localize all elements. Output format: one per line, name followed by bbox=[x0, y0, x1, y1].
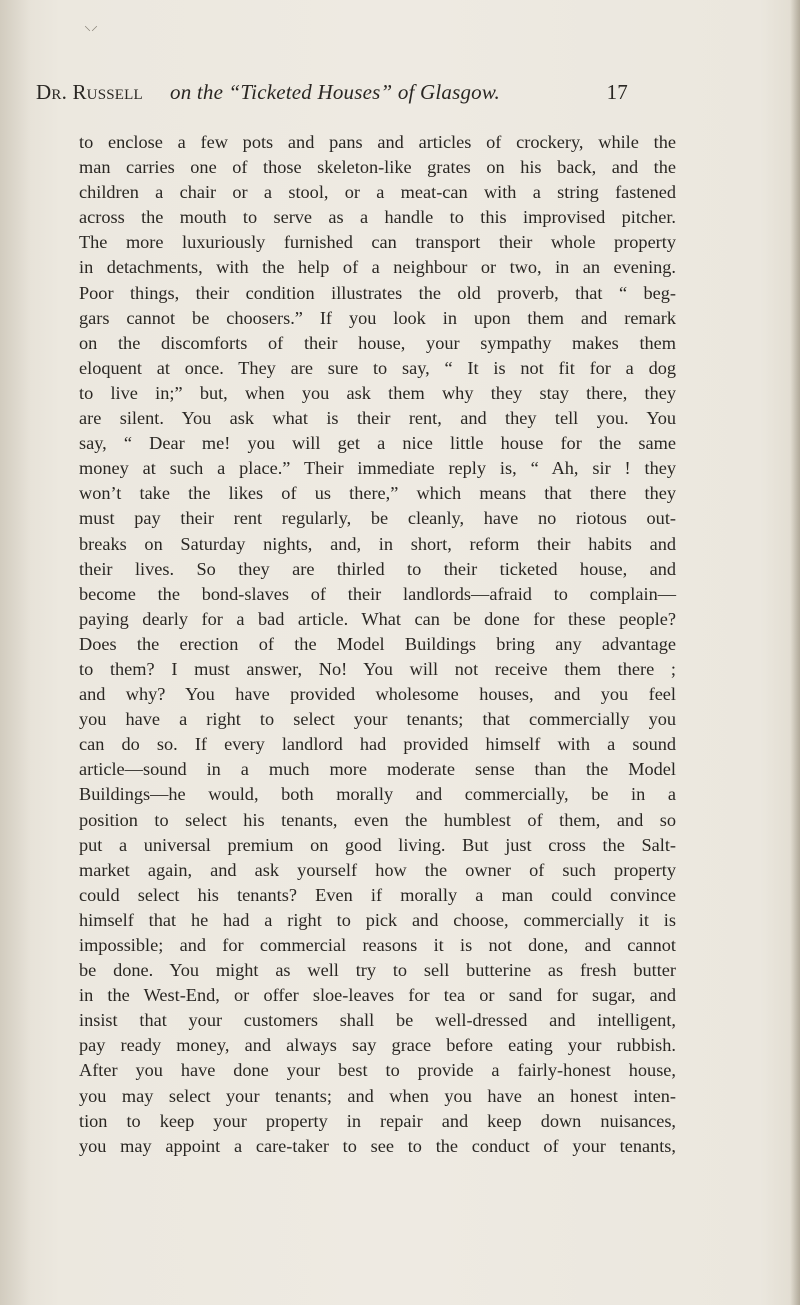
text-line: put a universal premium on good living. But just cross the Salt- bbox=[79, 834, 676, 855]
text-line: say, “ Dear me! you will get a nice little house for the same bbox=[79, 433, 676, 454]
text-line: in the West-End, or offer sloe-leaves for tea or sand for sugar, and bbox=[79, 985, 676, 1006]
text-line: breaks on Saturday nights, and, in short, reform their habits and bbox=[79, 533, 676, 554]
text-line: become the bond-slaves of their landlords—afraid to complain— bbox=[79, 583, 676, 604]
text-line: their lives. So they are thirled to their ticketed house, and bbox=[79, 558, 676, 579]
text-line: Poor things, their condition illustrates the old proverb, that “ beg- bbox=[79, 282, 676, 303]
text-line: must pay their rent regularly, be cleanly, have no riotous out- bbox=[79, 508, 676, 529]
text-line: to them? I must answer, No! You will not receive them there ; bbox=[79, 658, 676, 679]
text-line: to enclose a few pots and pans and articles of crockery, while the bbox=[79, 132, 676, 152]
text-line: article—sound in a much more moderate sense than the Model bbox=[79, 759, 676, 780]
text-line: Does the erection of the Model Buildings bring any advantage bbox=[79, 633, 676, 654]
text-line: paying dearly for a bad article. What can be done for these people? bbox=[79, 608, 676, 629]
text-line: The more luxuriously furnished can transport their whole property bbox=[79, 232, 676, 253]
text-line: are silent. You ask what is their rent, and they tell you. You bbox=[79, 408, 676, 429]
text-line: could select his tenants? Even if morally a man could convince bbox=[79, 884, 676, 905]
text-line: in detachments, with the help of a neighbour or two, in an evening. bbox=[79, 257, 676, 278]
text-line: be done. You might as well try to sell butterine as fresh butter bbox=[79, 960, 676, 981]
text-line: you may select your tenants; and when you have an honest inten- bbox=[79, 1085, 676, 1106]
text-line: Buildings—he would, both morally and commercially, be in a bbox=[79, 784, 676, 805]
text-line: children a chair or a stool, or a meat-can with a string fastened bbox=[79, 182, 676, 203]
page-number: 17 bbox=[606, 80, 628, 104]
text-line: insist that your customers shall be well-dressed and intelligent, bbox=[79, 1010, 676, 1031]
running-header bbox=[36, 80, 628, 108]
text-line: you may appoint a care-taker to see to the conduct of your tenants, bbox=[79, 1135, 676, 1156]
ink-mark-icon: ⸜⸝ bbox=[84, 19, 98, 34]
text-line: won’t take the likes of us there,” which means that there they bbox=[79, 483, 676, 504]
text-line: position to select his tenants, even the humblest of them, and so bbox=[79, 809, 676, 830]
text-line: can do so. If every landlord had provided himself with a sound bbox=[79, 734, 676, 755]
header-title: on the “Ticketed Houses” of Glasgow. bbox=[170, 80, 500, 104]
text-line: you have a right to select your tenants; that commercially you bbox=[79, 709, 676, 730]
text-line: on the discomforts of their house, your sympathy makes them bbox=[79, 332, 676, 353]
text-line: After you have done your best to provide a fairly-honest house, bbox=[79, 1060, 676, 1081]
page-edge-shadow bbox=[790, 0, 800, 1305]
text-line: tion to keep your property in repair and keep down nuisances, bbox=[79, 1110, 676, 1131]
page-gutter-shadow bbox=[0, 0, 30, 1305]
text-line: gars cannot be choosers.” If you look in upon them and remark bbox=[79, 307, 676, 328]
text-line: market again, and ask yourself how the owner of such property bbox=[79, 859, 676, 880]
text-line: pay ready money, and always say grace before eating your rubbish. bbox=[79, 1035, 676, 1056]
text-line: to live in;” but, when you ask them why they stay there, they bbox=[79, 382, 676, 403]
text-line: man carries one of those skeleton-like grates on his back, and the bbox=[79, 157, 676, 178]
text-line: and why? You have provided wholesome houses, and you feel bbox=[79, 684, 676, 705]
text-line: money at such a place.” Their immediate reply is, “ Ah, sir ! they bbox=[79, 458, 676, 479]
text-line: eloquent at once. They are sure to say, “ It is not fit for a dog bbox=[79, 357, 676, 378]
text-line: impossible; and for commercial reasons it is not done, and cannot bbox=[79, 935, 676, 955]
body-text bbox=[79, 130, 676, 1159]
text-line: across the mouth to serve as a handle to this improvised pitcher. bbox=[79, 207, 676, 228]
header-author: Dr. Russell bbox=[36, 80, 143, 104]
text-line: himself that he had a right to pick and choose, commercially it is bbox=[79, 909, 676, 930]
